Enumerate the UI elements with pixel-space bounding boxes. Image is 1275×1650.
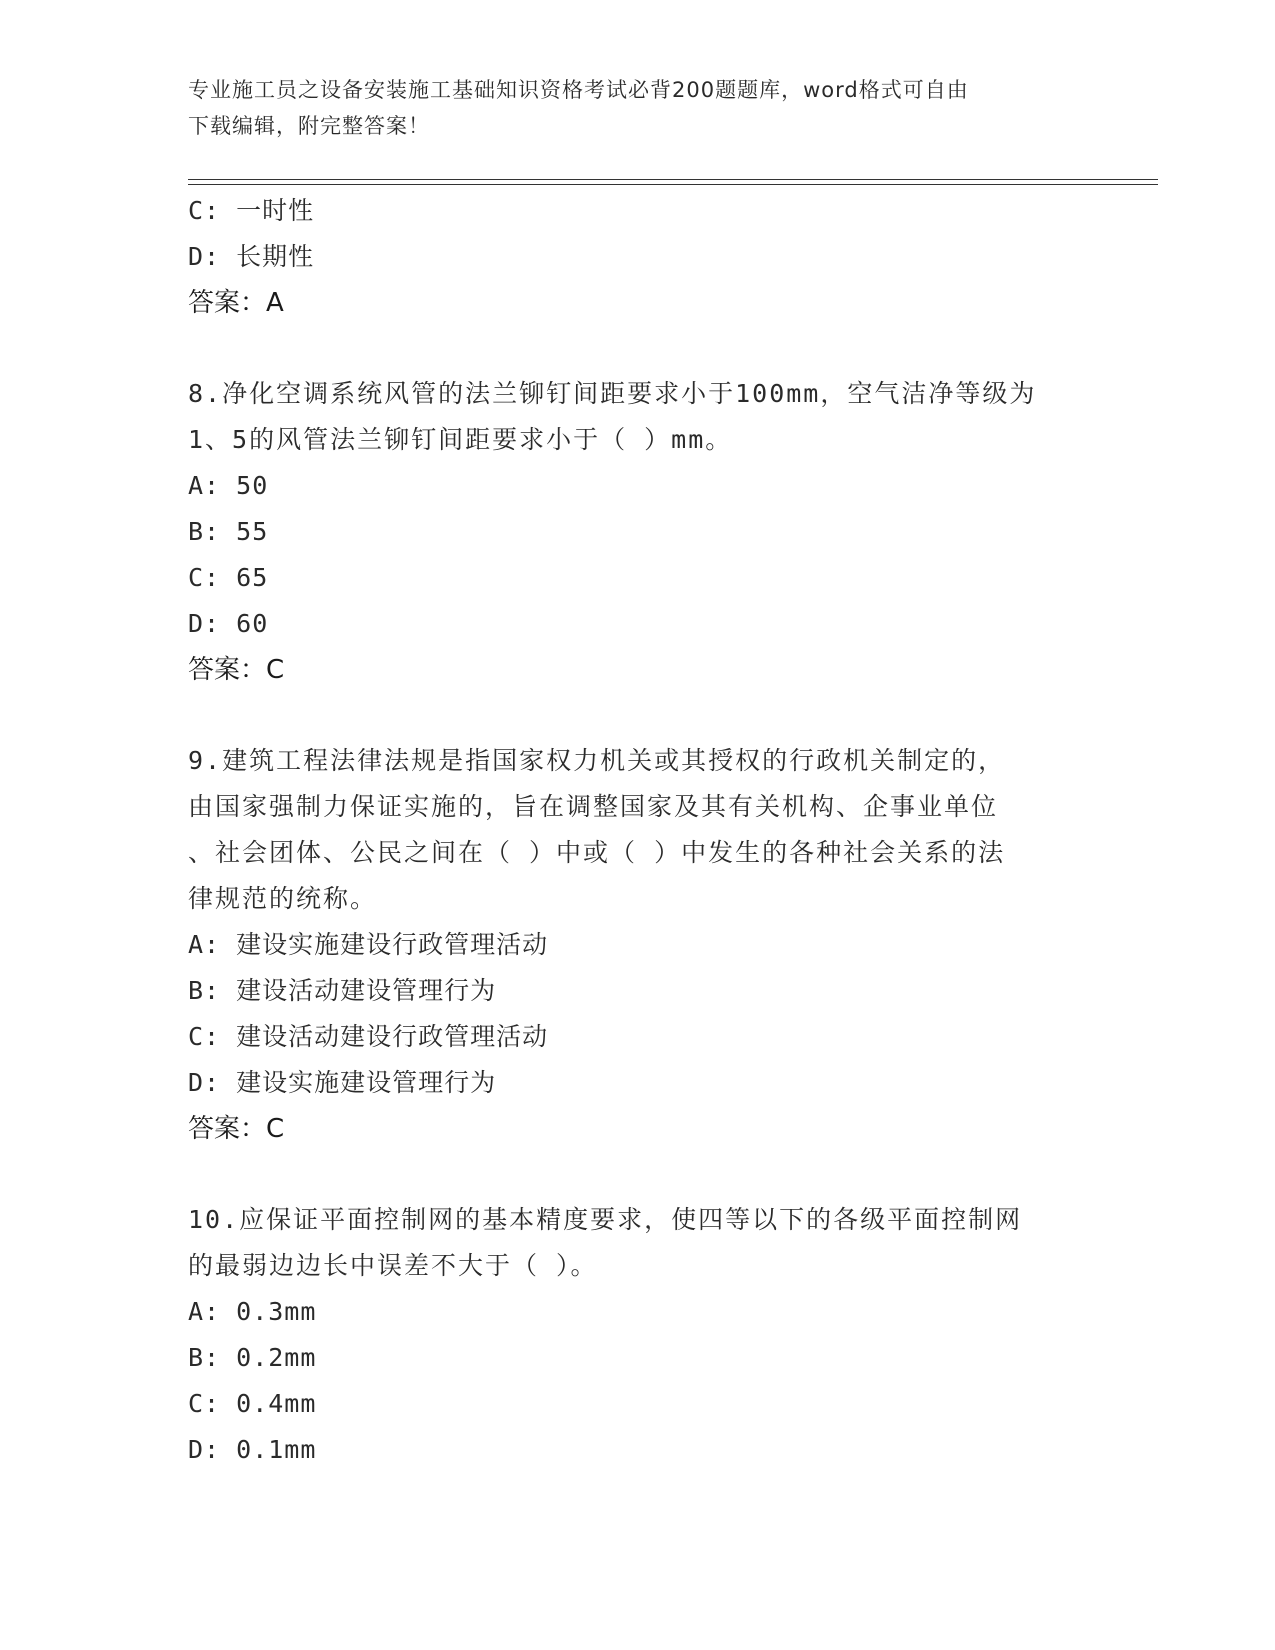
question-text-line: 律规范的统称。 <box>188 884 378 913</box>
prev-question <box>188 188 1088 326</box>
question-text-line: 由国家强制力保证实施的，旨在调整国家及其有关机构、企事业单位 <box>188 792 999 821</box>
option-d: D: 长期性 <box>188 242 315 271</box>
header-divider-bottom <box>188 184 1158 185</box>
option-a: A: 50 <box>188 471 269 500</box>
option-d: D: 建设实施建设管理行为 <box>188 1068 497 1097</box>
question-text-line: 9.建筑工程法律法规是指国家权力机关或其授权的行政机关制定的， <box>188 746 1006 775</box>
answer-line: 答案：C <box>188 655 285 685</box>
option-c: C: 65 <box>188 563 269 592</box>
header-line-2: 下载编辑，附完整答案！ <box>188 114 430 138</box>
question-gap <box>188 326 1088 371</box>
question-gap <box>188 1152 1088 1197</box>
option-b: B: 建设活动建设管理行为 <box>188 976 497 1005</box>
question-content <box>188 188 1088 1473</box>
document-header <box>188 72 1088 144</box>
option-c: C: 0.4mm <box>188 1389 317 1418</box>
header-divider-top <box>188 179 1158 180</box>
option-c: C: 一时性 <box>188 196 315 225</box>
option-d: D: 60 <box>188 609 269 638</box>
answer-line: 答案：C <box>188 1114 285 1144</box>
option-b: B: 0.2mm <box>188 1343 317 1372</box>
question-text-line: 的最弱边边长中误差不大于（ ）。 <box>188 1251 598 1280</box>
option-a: A: 0.3mm <box>188 1297 317 1326</box>
question-8 <box>188 371 1088 693</box>
question-text-line: 10.应保证平面控制网的基本精度要求，使四等以下的各级平面控制网 <box>188 1205 1023 1234</box>
answer-line: 答案：A <box>188 288 284 318</box>
question-9 <box>188 738 1088 1152</box>
option-c: C: 建设活动建设行政管理活动 <box>188 1022 549 1051</box>
question-gap <box>188 693 1088 738</box>
question-text-line: 8.净化空调系统风管的法兰铆钉间距要求小于100mm，空气洁净等级为 <box>188 379 1037 408</box>
option-d: D: 0.1mm <box>188 1435 317 1464</box>
option-b: B: 55 <box>188 517 269 546</box>
header-line-1: 专业施工员之设备安装施工基础知识资格考试必背200题题库，word格式可自由 <box>188 78 969 102</box>
question-text-line: 1、5的风管法兰铆钉间距要求小于（ ）mm。 <box>188 425 733 454</box>
question-10 <box>188 1197 1088 1473</box>
option-a: A: 建设实施建设行政管理活动 <box>188 930 549 959</box>
question-text-line: 、社会团体、公民之间在（ ）中或（ ）中发生的各种社会关系的法 <box>188 838 1006 867</box>
